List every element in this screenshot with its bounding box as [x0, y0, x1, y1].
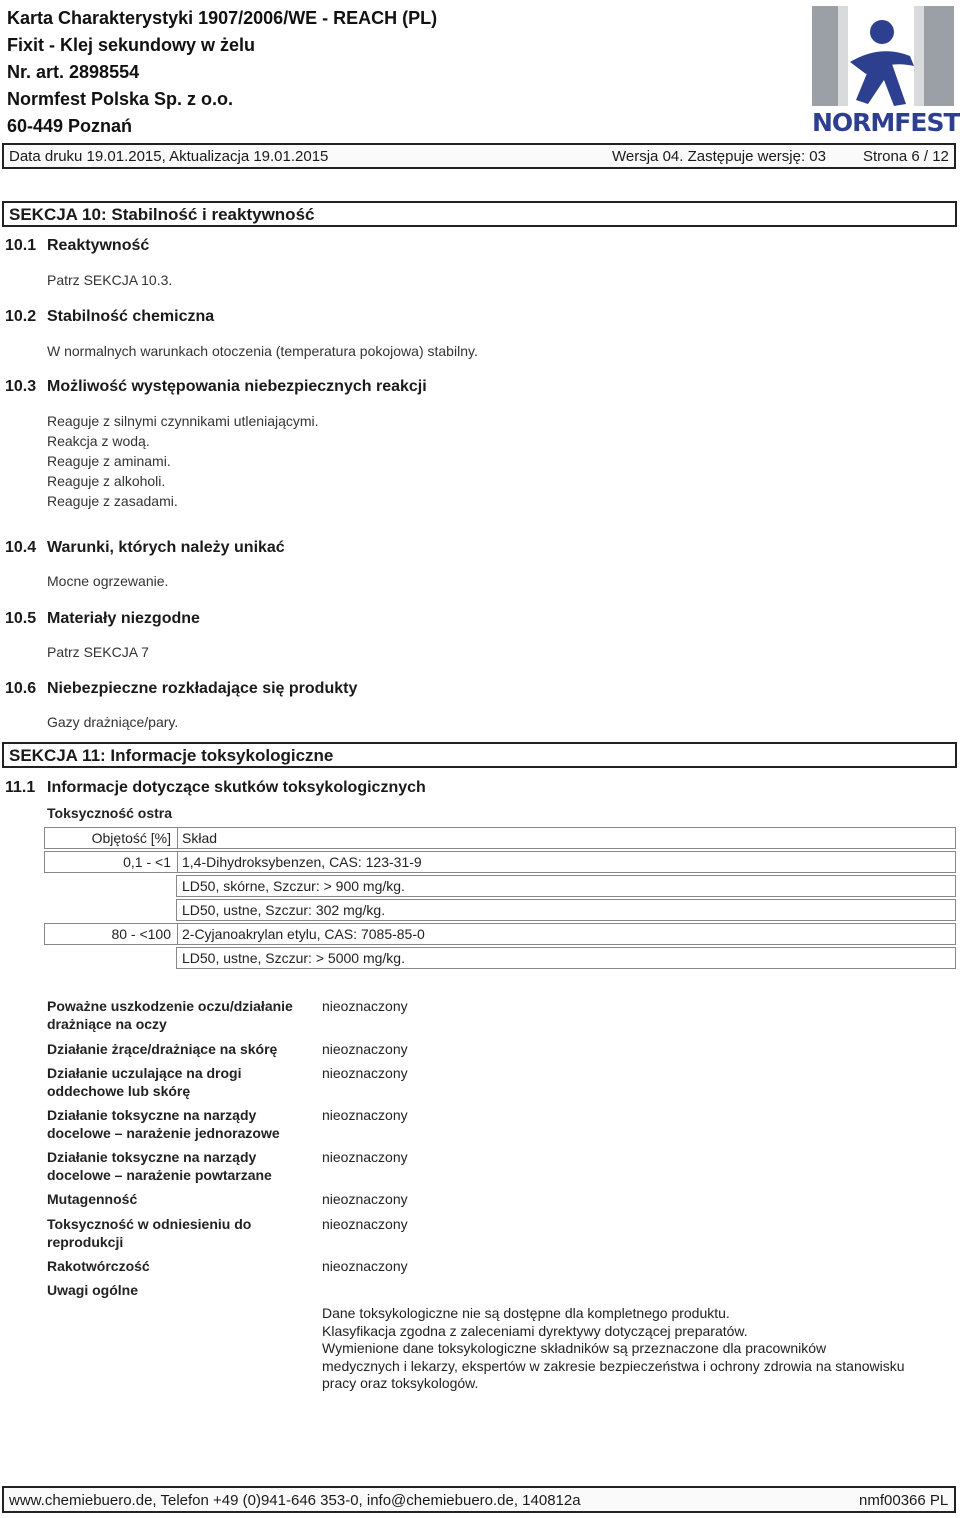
column-divider	[177, 852, 178, 872]
subsection-title: Materiały niezgodne	[47, 610, 200, 627]
composition-cell: 1,4-Dihydroksybenzen, CAS: 123-31-9	[182, 854, 422, 870]
footer-doc-id: nmf00366 PL	[859, 1492, 949, 1509]
conditions-text: Mocne ogrzewanie.	[47, 573, 169, 589]
subsection-11-1	[5, 779, 426, 797]
subsection-number: 10.3	[5, 378, 37, 395]
note-line: Klasyfikacja zgodna z zaleceniami dyrektywy dotyczącej preparatów.	[322, 1323, 748, 1339]
column-divider	[177, 924, 178, 944]
effect-value: nieoznaczony	[322, 1065, 408, 1081]
reaction-line: Reakcja z wodą.	[47, 433, 150, 449]
note-line: Dane toksykologiczne nie są dostępne dla kompletnego produktu.	[322, 1305, 730, 1321]
subsection-number: 11.1	[5, 779, 36, 796]
effect-label: Toksyczność w odniesieniu do reprodukcji	[47, 1216, 252, 1250]
incompatible-text: Patrz SEKCJA 7	[47, 644, 149, 660]
product-name: Fixit - Klej sekundowy w żelu	[7, 35, 256, 55]
subsection-10-6	[5, 680, 357, 698]
reaction-line: Reaguje z zasadami.	[47, 493, 178, 509]
effect-label: Uwagi ogólne	[47, 1282, 138, 1298]
page-footer	[2, 1486, 956, 1513]
note-line: medycznych i lekarzy, ekspertów w zakresie bezpieczeństwa i ochrony zdrowia na stanowisku	[322, 1358, 905, 1374]
decomposition-text: Gazy drażniące/pary.	[47, 714, 179, 730]
reaction-line: Reaguje z silnymi czynnikami utleniającymi.	[47, 413, 319, 429]
ld50-cell: LD50, skórne, Szczur: > 900 mg/kg.	[182, 878, 405, 894]
subsection-title: Informacje dotyczące skutków toksykologicznych	[47, 779, 426, 796]
effect-label: Rakotwórczość	[47, 1258, 150, 1274]
document-title: Karta Charakterystyki 1907/2006/WE - REACH (PL)	[7, 8, 438, 28]
subsection-10-2	[5, 308, 214, 326]
logo-wordmark: NORMFEST	[812, 108, 960, 137]
ld50-cell: LD50, ustne, Szczur: 302 mg/kg.	[182, 902, 386, 918]
composition-cell: 2-Cyjanoakrylan etylu, CAS: 7085-85-0	[182, 926, 425, 942]
section-10-header	[2, 201, 957, 227]
effect-label: Działanie uczulające na drogi oddechowe lub skórę	[47, 1065, 242, 1099]
table-row	[176, 899, 956, 921]
effect-value: nieoznaczony	[322, 1258, 408, 1274]
table-row	[176, 947, 956, 969]
print-info-bar	[2, 143, 956, 169]
section-10-title: SEKCJA 10: Stabilność i reaktywność	[9, 205, 315, 224]
subsection-10-1	[5, 237, 149, 255]
effect-value: nieoznaczony	[322, 1191, 408, 1207]
note-line: pracy oraz toksykologów.	[322, 1375, 479, 1391]
volume-cell: 0,1 - <1	[123, 854, 171, 870]
subsection-10-4	[5, 539, 285, 557]
subsection-title: Stabilność chemiczna	[47, 308, 215, 325]
effect-value: nieoznaczony	[322, 1041, 408, 1057]
ld50-cell: LD50, ustne, Szczur: > 5000 mg/kg.	[182, 950, 405, 966]
stability-text: W normalnych warunkach otoczenia (temperatura pokojowa) stabilny.	[47, 343, 478, 359]
subsection-title: Możliwość występowania niebezpiecznych reakcji	[47, 378, 427, 395]
subsection-10-3	[5, 378, 427, 396]
table-header-row	[44, 827, 956, 849]
column-header-volume: Objętość [%]	[91, 830, 171, 846]
normfest-logo	[810, 4, 960, 138]
subsection-title: Reaktywność	[47, 237, 150, 254]
effect-label: Mutagenność	[47, 1191, 138, 1207]
subsection-10-5	[5, 610, 200, 628]
table-row	[44, 851, 956, 873]
subsection-title: Warunki, których należy unikać	[47, 539, 285, 556]
effect-value: nieoznaczony	[322, 998, 408, 1014]
print-date: Data druku 19.01.2015, Aktualizacja 19.01.2015	[9, 148, 329, 165]
effect-label: Działanie toksyczne na narządy docelowe – narażenie jednorazowe	[47, 1107, 280, 1141]
version-info: Wersja 04. Zastępuje wersję: 03	[612, 148, 826, 165]
section-11-header	[2, 742, 957, 768]
reactivity-text: Patrz SEKCJA 10.3.	[47, 272, 173, 288]
column-header-composition: Skład	[182, 830, 218, 846]
note-line: Wymienione dane toksykologiczne składników są przeznaczone dla pracowników	[322, 1340, 827, 1356]
effect-label: Poważne uszkodzenie oczu/działanie drażniące na oczy	[47, 998, 293, 1032]
effect-label: Działanie toksyczne na narządy docelowe – narażenie powtarzane	[47, 1149, 272, 1183]
subsection-title: Niebezpieczne rozkładające się produkty	[47, 680, 358, 697]
subsection-number: 10.5	[5, 610, 37, 627]
effect-label: Działanie żrące/drażniące na skórę	[47, 1041, 278, 1057]
article-number: Nr. art. 2898554	[7, 62, 140, 82]
company-name: Normfest Polska Sp. z o.o.	[7, 89, 234, 109]
table-row	[44, 923, 956, 945]
effect-value: nieoznaczony	[322, 1149, 408, 1165]
effect-value: nieoznaczony	[322, 1107, 408, 1123]
page-number: Strona 6 / 12	[863, 148, 949, 165]
reaction-line: Reaguje z alkoholi.	[47, 473, 166, 489]
subsection-number: 10.1	[5, 237, 37, 254]
table-row	[176, 875, 956, 897]
company-city: 60-449 Poznań	[7, 116, 133, 136]
acute-toxicity-label: Toksyczność ostra	[47, 805, 173, 821]
subsection-number: 10.6	[5, 680, 37, 697]
column-divider	[177, 828, 178, 848]
volume-cell: 80 - <100	[111, 926, 171, 942]
section-11-title: SEKCJA 11: Informacje toksykologiczne	[9, 746, 334, 765]
reaction-line: Reaguje z aminami.	[47, 453, 171, 469]
footer-contact: www.chemiebuero.de, Telefon +49 (0)941-646 353-0, info@chemiebuero.de, 140812a	[9, 1492, 581, 1509]
subsection-number: 10.4	[5, 539, 37, 556]
subsection-number: 10.2	[5, 308, 37, 325]
effect-value: nieoznaczony	[322, 1216, 408, 1232]
